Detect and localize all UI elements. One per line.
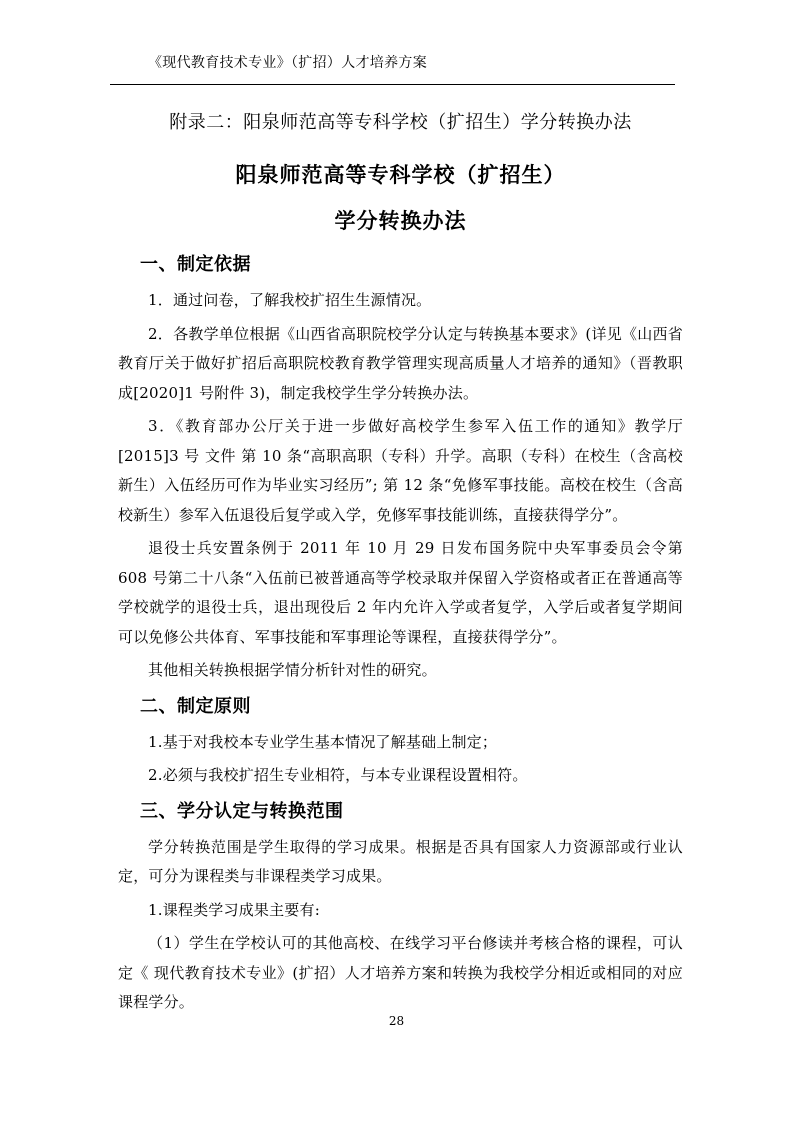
paragraph: 1.基于对我校本专业学生基本情况了解基础上制定； [148,732,498,751]
paragraph: 2.必须与我校扩招生专业相符，与本专业课程设置相符。 [148,766,528,784]
paragraph: （1）学生在学校认可的其他高校、在线学习平台修读并考核合格的课程，可认定《 现代教育技术专业》(扩招）人才培养方案和转换为我校学分相近或相同的对应课程学分。 [118,934,683,1011]
section-heading: 一、制定依据 [140,254,251,275]
paragraph: 1.课程类学习成果主要有: [148,900,320,919]
paragraph: 3．《教育部办公厅关于进一步做好高校学生参军入伍工作的通知》教学厅[2015]3 号 文件 第 10 条“高职高职（专科）升学。高职（专科）在校生（含高校新生）入伍经历可作为毕业实习经历”; 第 12 条“免修军事技能。高校在校生（含高校新生）参军入伍退役后复学或入学，免修军事技能训练，直接获得学分”。 [118,417,683,524]
paragraph: 学分转换范围是学生取得的学习成果。根据是否具有国家人力资源部或行业认定，可分为课程类与非课程类学习成果。 [118,837,683,885]
paragraph: 其他相关转换根据学情分析针对性的研究。 [148,661,437,679]
section-principles [118,692,683,791]
paragraph: 1．通过问卷，了解我校扩招生生源情况。 [148,291,432,309]
header-divider [110,84,675,85]
document-body [118,100,683,1022]
main-title-line-1: 阳泉师范高等专科学校（扩招生） [235,163,566,187]
section-basis [118,250,683,686]
section-heading: 三、学分认定与转换范围 [140,800,344,822]
paragraph: 2．各教学单位根据《山西省高职院校学分认定与转换基本要求》(详见《山西省教育厅关于做好扩招后高职院校教育教学管理实现高质量人才培养的通知》（晋教职成[2020]1 号附件 3)，制定我校学生学分转换办法。 [118,324,683,402]
section-heading: 二、制定原则 [140,695,251,717]
running-header: 《现代教育技术专业》（扩招）人才培养方案 [148,55,427,71]
appendix-title: 附录二：阳泉师范高等专科学校（扩招生）学分转换办法 [169,112,632,133]
section-scope [118,797,683,1018]
main-title-line-2: 学分转换办法 [334,209,467,233]
page-number: 28 [388,1014,405,1028]
paragraph: 退役士兵安置条例于 2011 年 10 月 29 日发布国务院中央军事委员会令第 608 号第二十八条“入伍前已被普通高等学校录取并保留入学资格或者正在普通高等学校就学的退役士兵，退出现役后 2 年内允许入学或者复学，入学后或者复学期间可以免修公共体育、军事技能和军事理论等课程，直接获得学分”。 [118,539,683,646]
